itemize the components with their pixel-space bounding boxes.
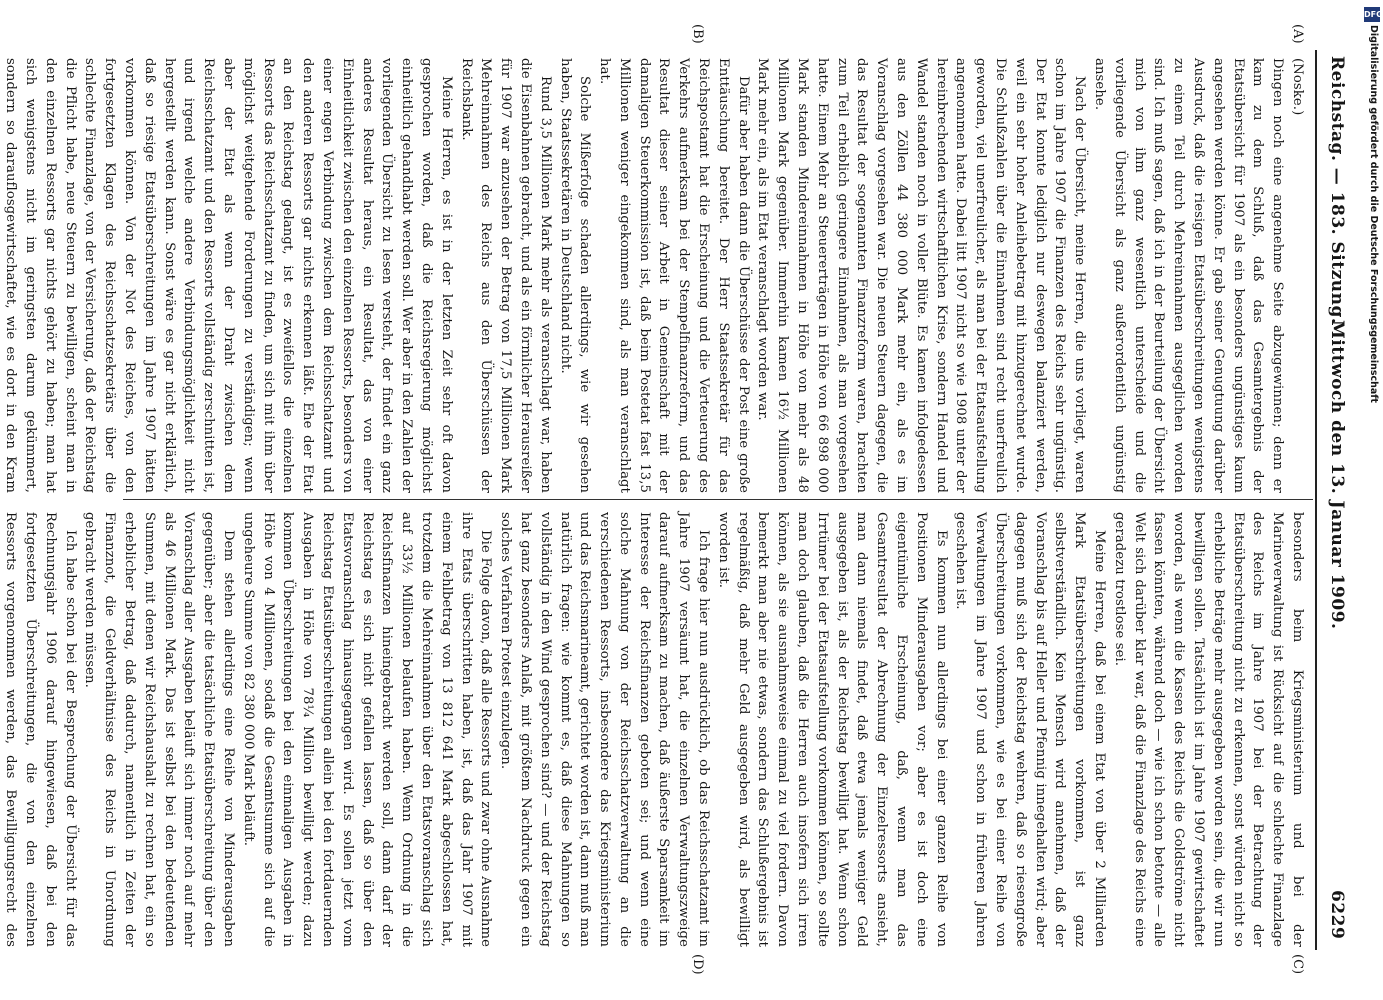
header-left: Reichstag. — 183. Sitzung. — [1327, 56, 1347, 325]
header-rule — [1315, 50, 1317, 950]
paragraph: besonders beim Kriegsministerium und bei der Marineverwaltung ist Rücksicht auf die schlechte Finanzlage des Reichs im Jahre 1907 bei der Betrachtung der Etatsüberschreitung nicht zu erkennen, sonst würden nicht so erhebliche Beträge mehr ausgegeben worden sein, die wir nun bewilligen sollen. Tatsächlich ist im Jahre 1907 gewirtschaftet worden, als wenn die Kassen des Reichs die Goldströme nicht fassen könnten, während doch — wie ich schon betonte — alle Welt sich darüber klar war, daß die Finanzlage des Reichs eine geradezu trostlose sei. — [1111, 512, 1305, 947]
dfg-logo: DFG — [1364, 7, 1380, 22]
page-header — [1315, 50, 1355, 950]
marker-a: (A) — [1290, 24, 1305, 44]
paragraph: Rund 3,5 Millionen Mark mehr als veranschlagt war, haben die Eisenbahnen gebracht, und als ein förmlicher Herausreißer für 1907 war anzusehen der Betrag von 17,5 Millionen Mark Mehreinnahmen des Reichs aus den Überschüssen der Reichsbank. — [458, 58, 553, 493]
header-right: Mittwoch den 13. Januar 1909. — [1327, 320, 1347, 630]
paragraph: Solche Mißerfolge schaden allerdings, wie wir gesehen haben, Staatssekretären in Deutschland nicht. — [557, 58, 593, 493]
paragraph: Nach der Übersicht, meine Herren, die uns vorliegt, waren schon im Jahre 1907 die Finanzen des Reichs sehr ungünstig. Der Etat konnte lediglich nur deswegen balanziert werden, weil ein sehr hoher Anleihebetrag mit hinzugerechnet wurde. Die Schlußzahlen über die Einnahmen sind recht unerfreulich geworden, viel unerfreulicher, als man bei der Etatsaufstellung angenommen hatte. Dabei litt 1907 nicht so wie 1908 unter der hereinbrechenden wirtschaftlichen Krise, sondern Handel und Wandel standen noch in voller Blüte. Es kamen infolgedessen aus den Zöllen 44 380 000 Mark mehr ein, als es im Voranschlag vorgesehen war. Die neuen Steuern dagegen, die das Resultat der sogenannten Finanzreform waren, brachten zum Teil erheblich geringere Einnahmen, als man vorgesehen hatte. Einem Mehr an Steuererträgen in Höhe von 66 898 000 Mark standen Mindereinnahmen in Höhe von mehr als 48 Millionen Mark gegenüber. Immerhin kamen 16½ Millionen Mark mehr ein, als im Etat veranschlagt worden war. — [755, 58, 1088, 493]
paragraph: Dem stehen allerdings eine Reihe von Minderausgaben gegenüber; aber die tatsächliche Etatsüberschreitung über den Voranschlag aller Ausgaben beläuft sich immer noch auf mehr als 46 Millionen Mark. Das ist selbst bei den bedeutenden Summen, mit denen wir Reichshaushalt zu rechnen hat, ein so erheblicher Betrag, daß dadurch, namentlich in Zeiten der Finanznot, die Geldverhältnisse des Reichs in Unordnung gebracht werden müssen. — [82, 512, 236, 947]
speaker-label: (Noske.) — [1290, 58, 1305, 116]
paragraph: Ich habe schon bei der Besprechung der Übersicht für das Rechnungsjahr 1906 darauf hingewiesen, daß bei den fortgesetzten Überschreitungen, die von den einzelnen Ressorts vorgenommen werden, das Bewilligungsrecht des — [3, 512, 78, 947]
digitization-text: Digitalisierung gefördert durch die Deutsche Forschungsgemeinschaft — [1368, 25, 1379, 403]
paragraph: Meine Herren, daß bei einem Etat von über 2 Milliarden Mark Etatsüberschreitungen vorkommen, ist ganz selbstverständlich. Kein Mensch wird annehmen, daß der Voranschlag bis auf Heller und Pfennig innegehalten wird; aber dagegen muß sich der Reichstag wehren, daß so riesengroße Überschreitungen vorkommen, wie es bei einer Reihe von Verwaltungen im Jahre 1907 und schon in früheren Jahren geschehen ist. — [953, 512, 1108, 947]
paragraph: Es kommen nun allerdings bei einer ganzen Reihe von Positionen Minderausgaben vor; aber es ist doch eine eigentümliche Erscheinung, daß, wenn man das Gesamtresultat der Abrechnung der Einzelressorts ansieht, man dann niemals findet, daß etwa jemals weniger Geld ausgegeben ist, als der Reichstag bewilligt hat. Wenn schon Irrtümer bei der Etatsaufstellung vorkommen können, so sollte man doch glauben, daß die Herren auch insofern sich irren können, als sie ausnahmsweise einmal zu viel fordern. Davon bemerkt man aber nie etwas, sondern das Schlußergebnis ist regelmäßig, daß mehr Geld ausgegeben wird, als bewilligt worden ist. — [715, 512, 949, 947]
text-column-left — [3, 58, 1307, 493]
page-number: 6229 — [1327, 890, 1347, 940]
paragraph: Ich frage hier nun ausdrücklich, ob das Reichsschatzamt im Jahre 1907 versäumt hat, die einzelnen Verwaltungszweige darauf aufmerksam zu machen, daß äußerste Sparsamkeit im Interesse der Reichsfinanzen geboten sei; und wenn eine solche Mahnung von der Reichsschatzverwaltung an die verschiedenen Ressorts, insbesondere das Kriegsministerium und das Reichsmarineamt, gerichtet worden ist, dann muß man natürlich fragen: wie kommt es, daß diese Mahnungen so vollständig in den Wind gesprochen sind? — und der Reichstag hat ganz besonders Anlaß, mit größtem Nachdruck gegen ein solches Verfahren Protest einzulegen. — [498, 512, 712, 947]
marker-d: (D) — [690, 954, 705, 975]
paragraph: Meine Herren, es ist in der letzten Zeit sehr oft davon gesprochen worden, daß die Reichsregierung möglichst einheitlich gehandhabt werden soll. Wer aber in den Zahlen der vorliegenden Übersicht zu lesen versteht, der findet ein ganz anderes Resultat heraus, ein Resultat, das von einer Einheitlichkeit zwischen den einzelnen Ressorts, besonders von einer engen Verbindung zwischen dem Reichsschatzamt und den anderen Ressorts gar nichts erkennen läßt. Ehe der Etat an den Reichstag gelangt, ist es zweifellos die einzelnen Ressorts das Reichsschatzamt zu finden, um sich mit ihm über möglichst weitgehende Forderungen zu verständigen; wenn aber der Etat als wenn der Draht zwischen dem Reichsschatzamt und den Ressorts vollständig zerschnitten ist, und irgend welche andere Verbindungsmöglichkeit nicht hergestellt werden kann. Sonst wäre es gar nicht erklärlich, daß so riesige Etatsüberschreitungen im Jahre 1907 hätten vorkommen können. Von der Not des Reiches, von den fortgesetzten Klagen des Reichsschatzsekretärs über die schlechte Finanzlage, von der Versicherung, daß der Reichstag die Pflicht habe, neue Steuern zu bewilligen, scheint man in den einzelnen Ressorts gar nichts gehört zu haben; man hat sich wenigstens nicht im geringsten darum gekümmert, sondern so darauflosgewirtschaftet, wie es dort in den Kram — [3, 58, 454, 493]
paragraph: Die Folge davon, daß alle Ressorts und zwar ohne Ausnahme ihre Etats überschritten haben, ist, daß das Jahr 1907 mit einem Fehlbetrag von 13 812 641 Mark abgeschlossen hat, trotzdem die Mehreinnahmen über den Etatsvoranschlag sich auf 33½ Millionen belaufen haben. Wenn Ordnung in die Reichsfinanzen hineingebracht werden soll, dann darf der Reichstag es sich nicht gefallen lassen, daß so über den Etatsvoranschlag hinausgegangen wird. Es sollen jetzt vom Reichstag Etatsüberschreitungen allein bei den fortdauernden Ausgaben in Höhe von 78¼ Million bewilligt werden; dazu kommen Überschreitungen bei den einmaligen Ausgaben in Höhe von 4 Millionen, sodaß die Gesamtsumme sich auf die ungeheure Summe von 82 380 000 Mark beläuft. — [240, 512, 494, 947]
paragraph: Dingen noch eine angenehme Seite abzugewinnen; denn er kam zu dem Schluß, daß das Gesamtergebnis der Etatsübersicht für 1907 als ein besonders ungünstiges kaum angesehen werden könne. Er gab seiner Genugtuung darüber Ausdruck, daß die riesigen Etatsüberschreitungen wenigstens zu einem Teil durch Mehreinnahmen ausgeglichen worden sind. Ich muß sagen, daß ich in der Beurteilung der Übersicht mich von ihm ganz wesentlich unterscheide und die vorliegende Übersicht als ganz außerordentlich ungünstig ansehe. — [1092, 58, 1286, 493]
paragraph: Dafür aber haben dann die Überschüsse der Post eine große Enttäuschung bereitet. Der Herr Staatssekretär für das Reichspostamt hat die Erscheinung und die Verteuerung des Verkehrs aufmerksam bei der Stempelfinanzreform, und das Resultat dieser seiner Arbeit in Gemeinschaft mit der damaligen Steuerkommission ist, daß beim Postetat fast 13,5 Millionen weniger eingekommen sind, als man veranschlagt hat. — [597, 58, 751, 493]
marker-c: (C) — [1290, 954, 1305, 975]
digitization-note — [1364, 10, 1383, 975]
column-divider — [123, 499, 1313, 500]
document-page — [3, 24, 1355, 975]
marker-b: (B) — [690, 24, 705, 44]
text-column-right — [3, 512, 1307, 947]
